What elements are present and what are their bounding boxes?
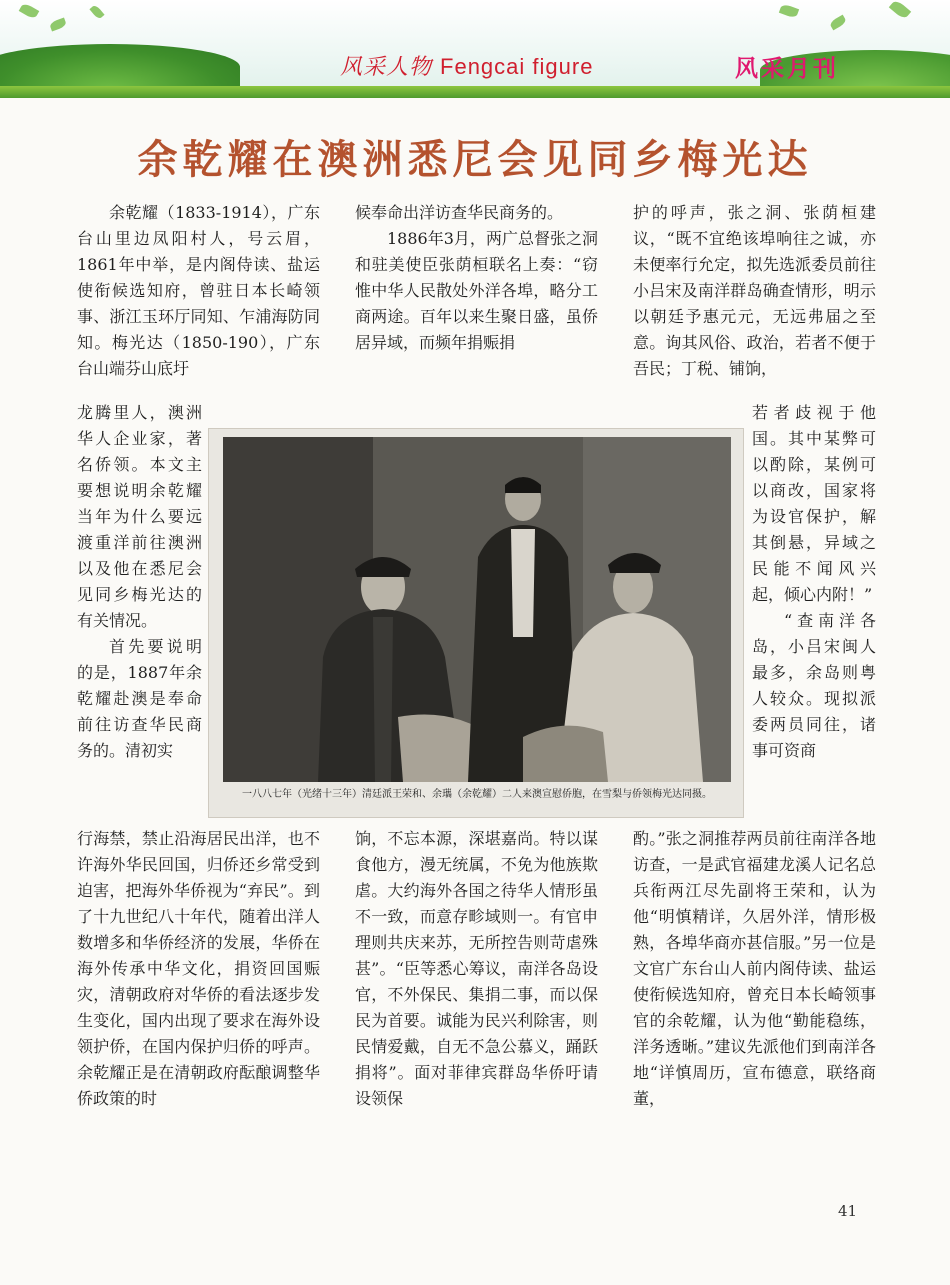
column-3-top (633, 200, 876, 382)
paragraph: 行海禁，禁止沿海居民出洋，也不许海外华民回国，归侨还乡常受到迫害，把海外华侨视为“弃民”。到了十九世纪八十年代，随着出洋人数增多和华侨经济的发展，华侨在海外传承中华文化，捐资回国赈灾，清朝政府对华侨的看法逐步发生变化，国内出现了要求在海外设领护侨，在国内保护归侨的呼声。余乾耀正是在清朝政府酝酿调整华侨政策的时 (77, 829, 320, 1108)
column-2-bottom (355, 826, 598, 1112)
paragraph: 若者歧视于他国。其中某弊可以酌除，某例可以商改，国家将为设官保护，解其倒悬，异域之民能不闻风兴起，倾心内附！” (752, 403, 876, 604)
leaf-decoration (889, 0, 911, 20)
header-green-band (0, 86, 950, 98)
column-1-wrap (77, 400, 202, 764)
paragraph: 首先要说明的是，1887年余乾耀赴澳是奉命前往访查华民商务的。清初实 (77, 637, 202, 760)
photo-caption: 一八八七年（光绪十三年）清廷派王荣和、余瓗（余乾耀）二人来澳宣慰侨胞，在雪梨与侨领梅光达同摄。 (242, 789, 712, 800)
paragraph: 龙腾里人，澳洲华人企业家，著名侨领。本文主要想说明余乾耀当年为什么要远渡重洋前往澳洲以及他在悉尼会见同乡梅光达的有关情况。 (77, 403, 202, 630)
column-1-bottom (77, 826, 320, 1112)
paragraph: 候奉命出洋访查华民商务的。 (355, 203, 564, 222)
page-header (0, 0, 950, 98)
paragraph: “查南洋各岛，小吕宋闽人最多，余岛则粤人较众。现拟派委两员同往，诸事可资商 (752, 611, 876, 760)
paragraph: 1886年3月，两广总督张之洞和驻美使臣张荫桓联名上奏：“窃惟中华人民散处外洋各埠，略分工商两途。百年以来生聚日盛，虽侨居异域，而频年捐赈捐 (355, 229, 598, 352)
page-number: 41 (838, 1202, 858, 1220)
leaf-decoration (19, 2, 40, 20)
column-3-wrap (752, 400, 876, 764)
section-label-cn: 风采人物 (340, 55, 433, 80)
photo-illustration (223, 437, 731, 782)
leaf-decoration (89, 4, 104, 20)
magazine-name: 风采月刊 (735, 56, 839, 82)
paragraph: 余乾耀（1833-1914），广东台山里边凤阳村人，号云眉，1861年中举，是内阁侍读、盐运使衔候选知府，曾驻日本长崎领事、浙江玉环厅同知、乍浦海防同知。梅光达（1850-190），广东台山端芬山底圩 (77, 203, 320, 378)
column-1-top (77, 200, 320, 382)
paragraph: 饷，不忘本源，深堪嘉尚。特以谋食他方，漫无统属，不免为他族欺虐。大约海外各国之待华人情形虽不一致，而意存畛域则一。有官申理则共庆来苏，无所控告则苛虐殊甚”。“臣等悉心筹议，南洋各岛设官，不外保民、集捐二事，而以保民为首要。诚能为民兴利除害，则民情爱戴，自无不急公慕义，踊跃捐将”。面对菲律宾群岛华侨吁请设领保 (355, 829, 598, 1108)
paragraph: 酌。”张之洞推荐两员前往南洋各地访查，一是武官福建龙溪人记名总兵衔两江尽先副将王荣和，认为他“明慎精详，久居外洋，情形极熟，各埠华商亦甚信服。”另一位是文官广东台山人前内阁侍读、盐运使衔候选知府，曾充日本长崎领事官的余乾耀，认为他“勤能稳练，洋务透晰。”建议先派他们到南洋各地“详慎周历，宣布德意，联络商董， (633, 829, 876, 1108)
leaf-decoration (49, 18, 67, 32)
section-label-en: Fengcai figure (440, 54, 594, 79)
section-label (340, 50, 593, 84)
historical-photo (223, 437, 731, 782)
column-2-top (355, 200, 598, 356)
photo-frame (208, 428, 744, 818)
paragraph: 护的呼声，张之洞、张荫桓建议，“既不宜绝该埠响往之诚，亦未便率行允定，拟先选派委员前往小吕宋及南洋群岛确查情形，明示以朝廷予惠元元，无远弗届之至意。询其风俗、政治，若者不便于吾民；丁税、铺饷， (633, 203, 876, 378)
leaf-decoration (779, 3, 799, 19)
hill-decoration-left (0, 44, 240, 90)
article-title: 余乾耀在澳洲悉尼会见同乡梅光达 (137, 136, 813, 183)
column-3-bottom (633, 826, 876, 1112)
leaf-decoration (829, 15, 847, 31)
